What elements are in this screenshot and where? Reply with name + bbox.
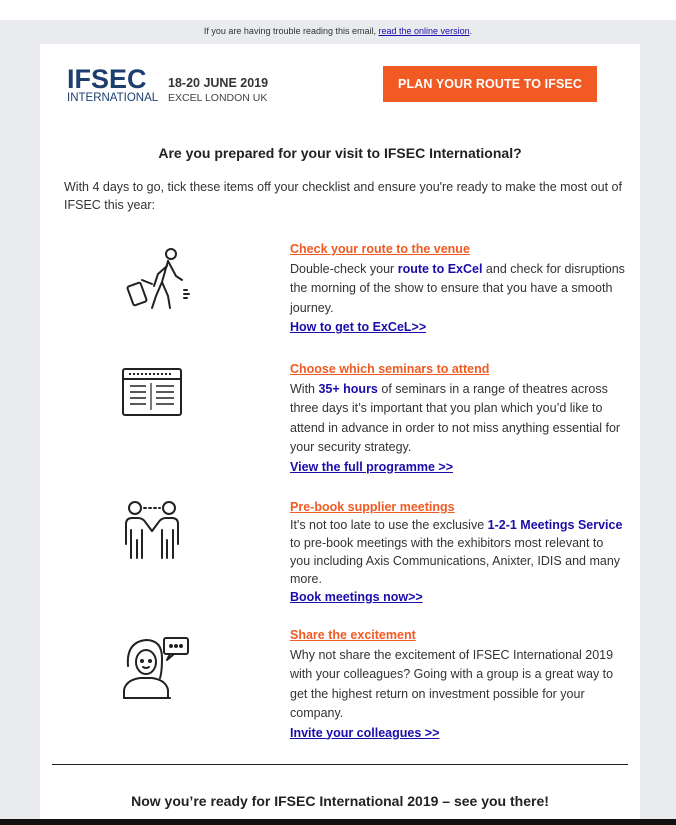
page-title: Are you prepared for your visit to IFSEC International? [158,145,522,161]
logo-dates: 18-20 JUNE 2019 [168,76,269,90]
logo-subbrand: INTERNATIONAL [67,92,159,104]
item-title[interactable]: Pre-book supplier meetings [290,500,455,514]
email-card [40,44,640,819]
item-title[interactable]: Choose which seminars to attend [290,362,490,376]
item-text [290,360,625,477]
item-text [290,626,625,743]
meeting-icon [122,500,194,572]
traveller-icon [122,246,194,318]
preheader [0,26,676,36]
body-highlight: 35+ hours [318,381,378,396]
invite-link[interactable]: Invite your colleagues >> [290,725,440,740]
item-body [290,516,625,588]
preheader-suffix: . [469,26,473,36]
closing-text: Now you’re ready for IFSEC International 2019 – see you there! [131,793,549,809]
bottom-bar [0,819,676,825]
item-text [290,240,625,338]
item-text [290,498,625,606]
body-text: to pre-book meetings with the exhibitors most relevant to you including Axis Communications, Anixter, IDIS and many more. [290,536,621,586]
item-body [290,646,625,724]
preheader-text: If you are having trouble reading this email, [203,26,379,36]
programme-link[interactable]: View the full programme >> [290,459,454,474]
route-link[interactable]: How to get to ExCeL>> [290,320,427,334]
body-text: Double-check your [290,261,398,276]
logo-venue: EXCEL LONDON UK [168,92,268,104]
body-highlight: 1-2-1 Meetings Service [487,518,623,532]
body-text: With [290,381,319,396]
meetings-link[interactable]: Book meetings now>> [290,590,423,604]
share-icon [122,636,194,708]
ifsec-logo[interactable] [67,64,272,108]
item-body [290,380,625,458]
logo-brand: IFSEC [67,64,147,94]
body-highlight: route to ExCel [397,261,483,276]
item-title[interactable]: Check your route to the venue [290,242,470,256]
online-version-link[interactable]: read the online version [378,26,470,36]
item-body [290,260,625,319]
body-text: Why not share the excitement of IFSEC International 2019 with your colleagues? Going with a group is a great way to get the highest return on investment possible for your company. [290,647,614,720]
plan-route-button[interactable]: PLAN YOUR ROUTE TO IFSEC [383,66,597,102]
top-strip [0,0,676,20]
schedule-icon [122,368,194,440]
body-text: It's not too late to use the exclusive [290,518,488,532]
divider [52,764,628,765]
intro-text: With 4 days to go, tick these items off your checklist and ensure you're ready to make the most out of IFSEC this year: [64,180,622,212]
body-text: of seminars in a range of theatres across three days it’s important that you plan which you’d like to attend in advance in order to not miss anything essential for your security strategy. [290,381,621,454]
item-title[interactable]: Share the excitement [290,628,416,642]
body-text: and check for disruptions the morning of the show to ensure that you have a smooth journey. [290,261,625,315]
